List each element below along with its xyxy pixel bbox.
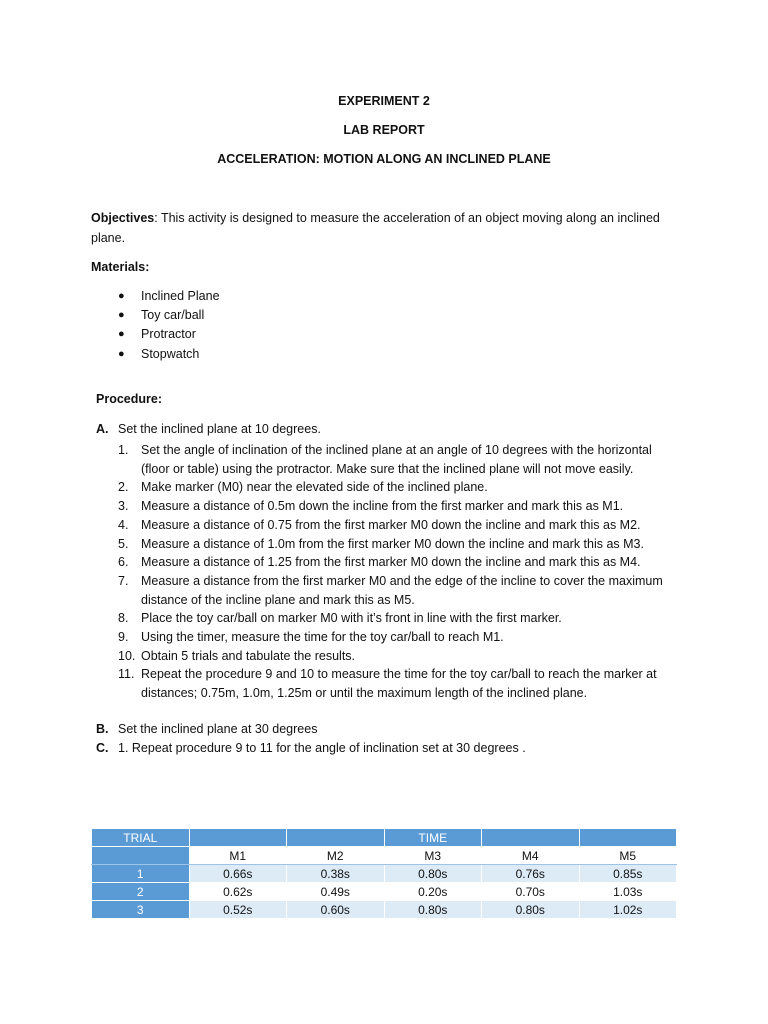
table-cell: 0.49s — [287, 883, 385, 901]
procedure-a-steps — [118, 441, 678, 703]
list-item: ● Inclined Plane — [118, 288, 220, 303]
procedure-b — [96, 722, 686, 736]
trial-cell: 3 — [92, 901, 190, 919]
table-cell: 0.76s — [482, 865, 580, 883]
procedure-b-letter: B. — [96, 722, 109, 736]
procedure-label: Procedure: — [96, 392, 162, 406]
experiment-heading: EXPERIMENT 2 — [338, 94, 430, 108]
list-item: 4. Measure a distance of 0.75 from the first marker M0 down the incline and mark this as M2. — [118, 517, 641, 532]
list-item: 1. Set the angle of inclination of the inclined plane at an angle of 10 degrees with the horizontal (floor or table) using the protractor. Make sure that the inclined plane will not move easily. — [118, 443, 652, 476]
table-cell: 0.60s — [287, 901, 385, 919]
list-item: 6. Measure a distance of 1.25 from the first marker M0 down the incline and mark this as M4. — [118, 555, 641, 570]
materials-label: Materials: — [91, 260, 150, 274]
objectives-paragraph — [91, 208, 681, 248]
table-cell: 0.80s — [384, 901, 482, 919]
list-item: 3. Measure a distance of 0.5m down the incline from the first marker and mark this as M1. — [118, 499, 624, 514]
procedure-b-text: Set the inclined plane at 30 degrees — [118, 722, 318, 736]
list-item: 5. Measure a distance of 1.0m from the first marker M0 down the incline and mark this as M3. — [118, 536, 644, 551]
trial-cell: 1 — [92, 865, 190, 883]
results-table — [91, 828, 677, 919]
table-cell: 0.62s — [189, 883, 287, 901]
table-cell: 0.66s — [189, 865, 287, 883]
procedure-a-heading — [96, 422, 686, 436]
table-cell: 0.70s — [482, 883, 580, 901]
table-subheader-row — [92, 847, 677, 865]
list-item: 11. Repeat the procedure 9 and 10 to measure the time for the toy car/ball to reach the marker at distances; 0.75m, 1.0m, 1.25m or until the maximum length of the inclined plane. — [118, 667, 657, 701]
list-item: 9. Using the timer, measure the time for the toy car/ball to reach M1. — [118, 630, 504, 645]
table-cell: 0.38s — [287, 865, 385, 883]
table-cell: 0.80s — [384, 865, 482, 883]
report-heading: LAB REPORT — [343, 123, 425, 137]
list-item: ● Protractor — [118, 327, 196, 342]
list-item: 2. Make marker (M0) near the elevated side of the inclined plane. — [118, 480, 488, 495]
procedure-a-text: Set the inclined plane at 10 degrees. — [118, 422, 321, 436]
column-header: M5 — [579, 847, 677, 865]
bullet-icon: ● — [118, 289, 125, 302]
list-item: 8. Place the toy car/ball on marker M0 with it’s front in line with the first marker. — [118, 611, 562, 626]
table-cell: 0.20s — [384, 883, 482, 901]
column-header: M2 — [287, 847, 385, 865]
table-cell: 1.02s — [579, 901, 677, 919]
list-item: 10. Obtain 5 trials and tabulate the results. — [118, 648, 356, 663]
column-header: M3 — [384, 847, 482, 865]
objectives-text: : This activity is designed to measure the acceleration of an object moving along an inclined plane. — [91, 211, 660, 245]
materials-list — [118, 286, 220, 363]
page-title: ACCELERATION: MOTION ALONG AN INCLINED PLANE — [217, 152, 551, 166]
procedure-c — [96, 741, 686, 755]
list-item: ● Toy car/ball — [118, 307, 205, 322]
bullet-icon: ● — [118, 347, 125, 360]
column-header: M1 — [189, 847, 287, 865]
table-row — [92, 901, 677, 919]
trial-cell: 2 — [92, 883, 190, 901]
objectives-label: Objectives — [91, 211, 155, 225]
table-row — [92, 865, 677, 883]
table-row — [92, 883, 677, 901]
trial-header: TRIAL — [92, 829, 190, 847]
list-item: 7. Measure a distance from the first marker M0 and the edge of the incline to cover the maximum distance of the incline plane and mark this as M5. — [118, 573, 663, 607]
table-cell: 0.52s — [189, 901, 287, 919]
bullet-icon: ● — [118, 328, 125, 341]
procedure-a-letter: A. — [96, 422, 109, 436]
table-cell: 0.85s — [579, 865, 677, 883]
list-item: ● Stopwatch — [118, 346, 200, 361]
procedure-c-text: 1. Repeat procedure 9 to 11 for the angle of inclination set at 30 degrees . — [118, 741, 526, 755]
table-cell: 1.03s — [579, 883, 677, 901]
procedure-c-letter: C. — [96, 741, 109, 755]
bullet-icon: ● — [118, 308, 125, 321]
table-header-row — [92, 829, 677, 847]
column-header: M4 — [482, 847, 580, 865]
table-cell: 0.80s — [482, 901, 580, 919]
time-header: TIME — [384, 829, 482, 847]
